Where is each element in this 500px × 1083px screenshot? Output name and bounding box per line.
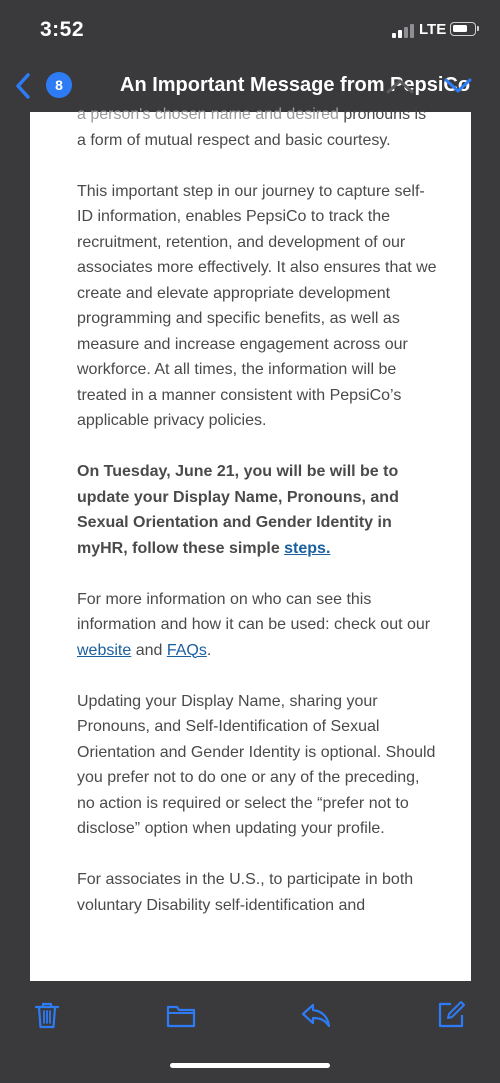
chevron-down-icon	[442, 74, 474, 98]
steps-link[interactable]: steps.	[284, 539, 331, 557]
email-paragraph-6: For associates in the U.S., to participate in both voluntary Disability self-identification and	[77, 871, 414, 914]
email-paragraph-4: For more information on who can see this information and how it can be used: check out our website and FAQs.	[77, 590, 431, 659]
email-paragraph-1: a person's chosen name and desired pronouns is a form of mutual respect and basic courtesy.	[77, 106, 427, 149]
reply-button[interactable]	[300, 999, 332, 1031]
email-subject-title: An Important Message from PepsiCo	[120, 74, 471, 96]
clipped-line: a person's chosen name and desired	[77, 106, 339, 123]
email-paragraph-2: This important step in our journey to capture self-ID information, enables PepsiCo to track the recruitment, retention, and development of our associates more effectively. It also ensures that we create and elevate appropriate development programming and specific benefits, as well as measure and increase engagement across our workforce. At all times, the information will be treated in a manner consistent with PepsiCo’s applicable privacy policies.	[77, 182, 437, 429]
compose-button[interactable]	[435, 999, 467, 1031]
trash-icon	[31, 999, 63, 1031]
compose-icon	[435, 999, 467, 1031]
previous-message-button[interactable]	[384, 74, 416, 98]
website-link[interactable]: website	[77, 641, 132, 659]
message-scroll-area[interactable]	[0, 106, 500, 981]
network-type: LTE	[419, 21, 447, 38]
next-message-button[interactable]	[442, 74, 474, 98]
status-bar	[0, 0, 500, 60]
reply-icon	[300, 999, 332, 1031]
chevron-up-icon	[384, 74, 416, 98]
battery-icon	[450, 22, 476, 36]
email-paragraph-5: Updating your Display Name, sharing your Pronouns, and Self-Identification of Sexual Orientation and Gender Identity is optional. Should you prefer not to do one or any of the preceding, no action is required or select the “prefer not to disclose” option when updating your profile.	[77, 692, 436, 837]
status-time: 3:52	[40, 18, 85, 41]
home-indicator[interactable]	[170, 1063, 330, 1068]
move-to-folder-button[interactable]	[165, 999, 197, 1031]
back-button[interactable]	[8, 68, 74, 104]
cellular-signal-icon	[392, 24, 416, 38]
folder-icon	[165, 999, 197, 1031]
unread-count-badge: 8	[46, 72, 72, 98]
faqs-link[interactable]: FAQs	[166, 641, 207, 659]
chevron-left-icon	[14, 72, 32, 100]
email-body	[77, 102, 437, 944]
email-body-card	[30, 106, 471, 981]
trash-button[interactable]	[31, 999, 63, 1031]
email-paragraph-3: On Tuesday, June 21, you will be will be to update your Display Name, Pronouns, and Sexual Orientation and Gender Identity in myHR, follow these simple steps.	[77, 463, 399, 557]
